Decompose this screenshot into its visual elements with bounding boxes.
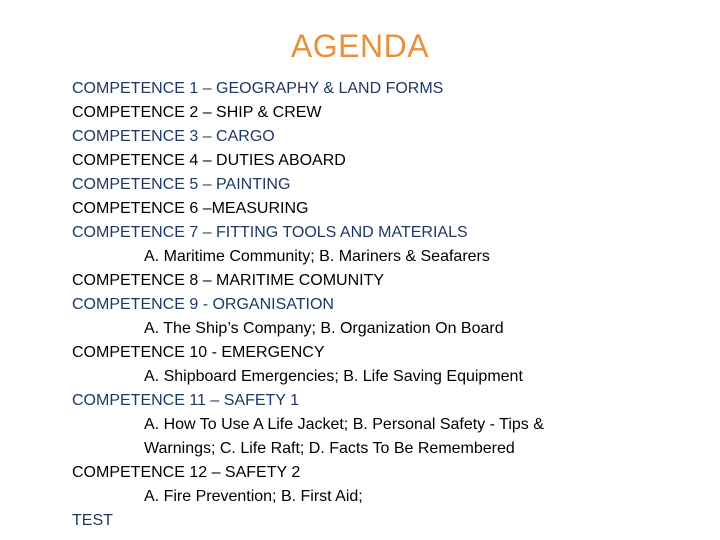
agenda-list bbox=[72, 77, 692, 533]
page-title bbox=[0, 28, 720, 65]
agenda-item: COMPETENCE 3 – CARGO bbox=[72, 128, 275, 145]
agenda-item: TEST bbox=[72, 512, 113, 529]
agenda-item: COMPETENCE 7 – FITTING TOOLS AND MATERIALS bbox=[72, 224, 468, 241]
agenda-subitem: A. The Ship’s Company; B. Organization On Board bbox=[144, 320, 504, 337]
agenda-subitem: Warnings; C. Life Raft; D. Facts To Be Remembered bbox=[144, 440, 515, 457]
agenda-item: COMPETENCE 5 – PAINTING bbox=[72, 176, 291, 193]
agenda-item: COMPETENCE 2 – SHIP & CREW bbox=[72, 104, 322, 121]
agenda-subitem: A. Maritime Community; B. Mariners & Seafarers bbox=[144, 248, 490, 265]
agenda-item: COMPETENCE 9 - ORGANISATION bbox=[72, 296, 334, 313]
agenda-subitem: A. How To Use A Life Jacket; B. Personal Safety - Tips & bbox=[144, 416, 544, 433]
agenda-item: COMPETENCE 1 – GEOGRAPHY & LAND FORMS bbox=[72, 80, 444, 97]
agenda-item: COMPETENCE 8 – MARITIME COMUNITY bbox=[72, 272, 385, 289]
agenda-item: COMPETENCE 12 – SAFETY 2 bbox=[72, 464, 301, 481]
page-title-text: AGENDA bbox=[290, 28, 430, 64]
agenda-subitem: A. Fire Prevention; B. First Aid; bbox=[144, 488, 363, 505]
agenda-item: COMPETENCE 4 – DUTIES ABOARD bbox=[72, 152, 346, 169]
agenda-item: COMPETENCE 11 – SAFETY 1 bbox=[72, 392, 300, 409]
agenda-item: COMPETENCE 10 - EMERGENCY bbox=[72, 344, 325, 361]
agenda-subitem: A. Shipboard Emergencies; B. Life Saving Equipment bbox=[144, 368, 523, 385]
agenda-item: COMPETENCE 6 –MEASURING bbox=[72, 200, 309, 217]
